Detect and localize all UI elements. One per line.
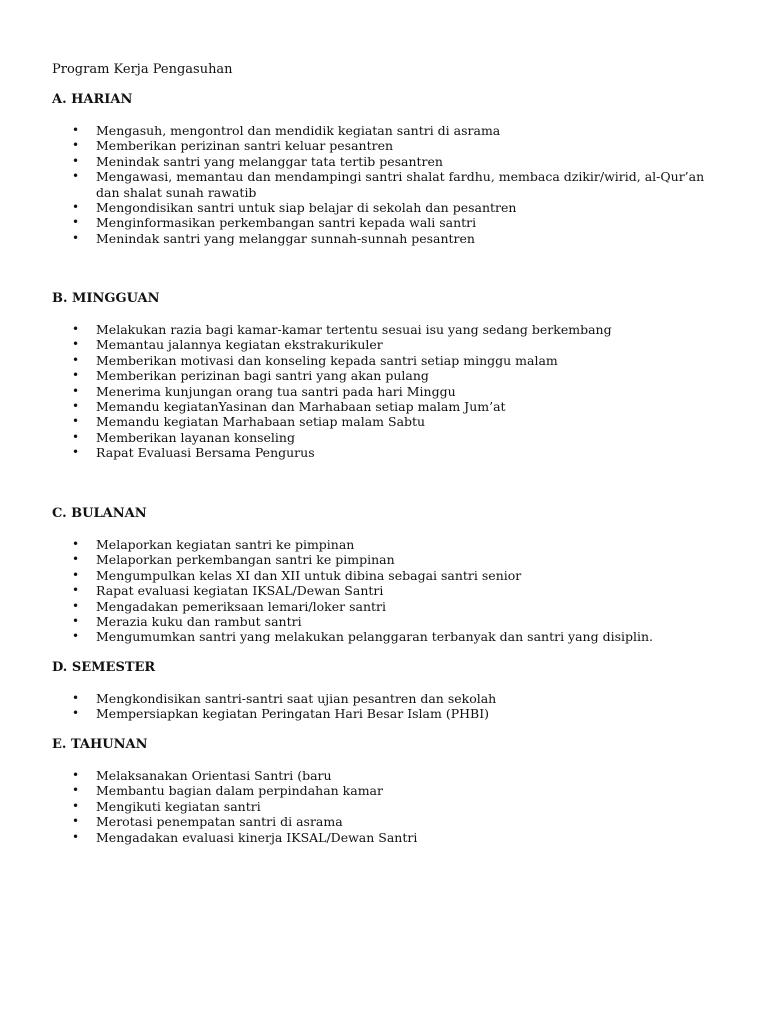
bullet-icon: • (72, 138, 80, 153)
list-item-text: Merazia kuku dan rambut santri (96, 614, 302, 630)
section-harian (52, 91, 752, 246)
list-item-text: Memandu kegiatanYasinan dan Marhabaan setiap malam Jum’at (96, 399, 506, 415)
list-item (52, 430, 752, 445)
list-item (52, 568, 752, 583)
list-item (52, 629, 752, 644)
list-item-text: Rapat Evaluasi Bersama Pengurus (96, 445, 315, 461)
bullet-icon: • (72, 768, 80, 782)
list-item (52, 231, 752, 246)
list-item (52, 691, 752, 706)
item-list (52, 537, 752, 645)
list-item (52, 138, 752, 153)
list-item (52, 322, 752, 337)
bullet-icon: • (72, 414, 80, 429)
section-mingguan (52, 290, 752, 461)
bullet-icon: • (72, 200, 80, 215)
list-item-text: Menginformasikan perkembangan santri kepada wali santri (96, 215, 477, 231)
bullet-icon: • (72, 814, 80, 829)
bullet-icon: • (72, 614, 80, 629)
bullet-icon: • (72, 829, 80, 844)
list-item (52, 799, 752, 814)
list-item (52, 154, 752, 169)
list-item-text: Mengawasi, memantau dan mendampingi santri shalat fardhu, membaca dzikir/wirid, al-Qur’an dan shalat sunah rawatib (96, 169, 705, 200)
list-item-text: Rapat evaluasi kegiatan IKSAL/Dewan Santri (96, 583, 384, 599)
list-item-text: Mengkondisikan santri-santri saat ujian pesantren dan sekolah (96, 691, 497, 706)
item-list (52, 123, 752, 246)
list-item-text: Mengadakan pemeriksaan lemari/loker santri (96, 598, 386, 614)
list-item-text: Memberikan layanan konseling (96, 429, 295, 445)
section-heading: B. MINGGUAN (52, 291, 160, 306)
list-item (52, 445, 752, 460)
list-item (52, 599, 752, 614)
bullet-icon: • (72, 798, 80, 813)
list-item-text: Memberikan perizinan santri keluar pesantren (96, 138, 394, 154)
bullet-icon: • (72, 429, 80, 444)
list-item (52, 706, 752, 721)
list-item (52, 123, 752, 138)
list-item (52, 583, 752, 598)
list-item-text: Menindak santri yang melanggar sunnah-sunnah pesantren (96, 230, 475, 246)
bullet-icon: • (72, 383, 80, 398)
list-item-text: Mengondisikan santri untuk siap belajar di sekolah dan pesantren (96, 200, 517, 216)
list-item-text: Mengadakan evaluasi kinerja IKSAL/Dewan Santri (96, 829, 418, 845)
bullet-icon: • (72, 322, 80, 336)
bullet-icon: • (72, 583, 80, 598)
list-item (52, 414, 752, 429)
list-item-text: Mempersiapkan kegiatan Peringatan Hari Besar Islam (PHBI) (96, 706, 490, 722)
item-list (52, 322, 752, 461)
list-item-text: Mengasuh, mengontrol dan mendidik kegiatan santri di asrama (96, 123, 501, 138)
section-tahunan (52, 736, 752, 845)
document-title: Program Kerja Pengasuhan (52, 62, 233, 77)
bullet-icon: • (72, 230, 80, 245)
list-item (52, 830, 752, 845)
bullet-icon: • (72, 552, 80, 567)
list-item (52, 814, 752, 829)
item-list (52, 768, 752, 845)
bullet-icon: • (72, 706, 80, 721)
list-item (52, 399, 752, 414)
list-item-text: Menindak santri yang melanggar tata tertib pesantren (96, 153, 443, 169)
section-bulanan (52, 505, 752, 645)
list-item (52, 552, 752, 567)
list-item (52, 384, 752, 399)
bullet-icon: • (72, 567, 80, 582)
list-item (52, 783, 752, 798)
bullet-icon: • (72, 153, 80, 168)
bullet-icon: • (72, 445, 80, 460)
bullet-icon: • (72, 691, 80, 705)
item-list (52, 691, 752, 722)
section-heading: A. HARIAN (52, 92, 133, 107)
list-item-text: Menerima kunjungan orang tua santri pada hari Minggu (96, 383, 456, 399)
list-item-text: Memberikan motivasi dan konseling kepada santri setiap minggu malam (96, 352, 558, 368)
bullet-icon: • (72, 215, 80, 230)
section-heading: D. SEMESTER (52, 660, 156, 675)
list-item-text: Memantau jalannya kegiatan ekstrakurikuler (96, 337, 383, 353)
list-item (52, 169, 752, 200)
bullet-icon: • (72, 169, 80, 184)
bullet-icon: • (72, 399, 80, 414)
list-item-text: Membantu bagian dalam perpindahan kamar (96, 783, 383, 799)
section-heading: C. BULANAN (52, 506, 147, 521)
list-item (52, 614, 752, 629)
list-item-text: Mengumumkan santri yang melakukan pelanggaran terbanyak dan santri yang disiplin. (96, 629, 654, 645)
list-item-text: Memandu kegiatan Marhabaan setiap malam Sabtu (96, 414, 426, 430)
bullet-icon: • (72, 352, 80, 367)
section-semester (52, 659, 752, 722)
list-item-text: Melaporkan kegiatan santri ke pimpinan (96, 537, 355, 552)
list-item (52, 200, 752, 215)
bullet-icon: • (72, 337, 80, 352)
list-item-text: Mengumpulkan kelas XI dan XII untuk dibina sebagai santri senior (96, 567, 522, 583)
list-item (52, 537, 752, 552)
list-item (52, 368, 752, 383)
list-item (52, 353, 752, 368)
bullet-icon: • (72, 537, 80, 551)
bullet-icon: • (72, 598, 80, 613)
list-item-text: Melaporkan perkembangan santri ke pimpinan (96, 552, 395, 568)
bullet-icon: • (72, 783, 80, 798)
bullet-icon: • (72, 368, 80, 383)
list-item-text: Merotasi penempatan santri di asrama (96, 814, 343, 830)
list-item (52, 215, 752, 230)
bullet-icon: • (72, 629, 80, 644)
list-item (52, 337, 752, 352)
list-item-text: Memberikan perizinan bagi santri yang akan pulang (96, 368, 429, 384)
bullet-icon: • (72, 123, 80, 137)
list-item (52, 768, 752, 783)
list-item-text: Melakukan razia bagi kamar-kamar tertentu sesuai isu yang sedang berkembang (96, 322, 612, 337)
section-heading: E. TAHUNAN (52, 737, 148, 752)
list-item-text: Mengikuti kegiatan santri (96, 798, 261, 814)
list-item-text: Melaksanakan Orientasi Santri (baru (96, 768, 332, 783)
